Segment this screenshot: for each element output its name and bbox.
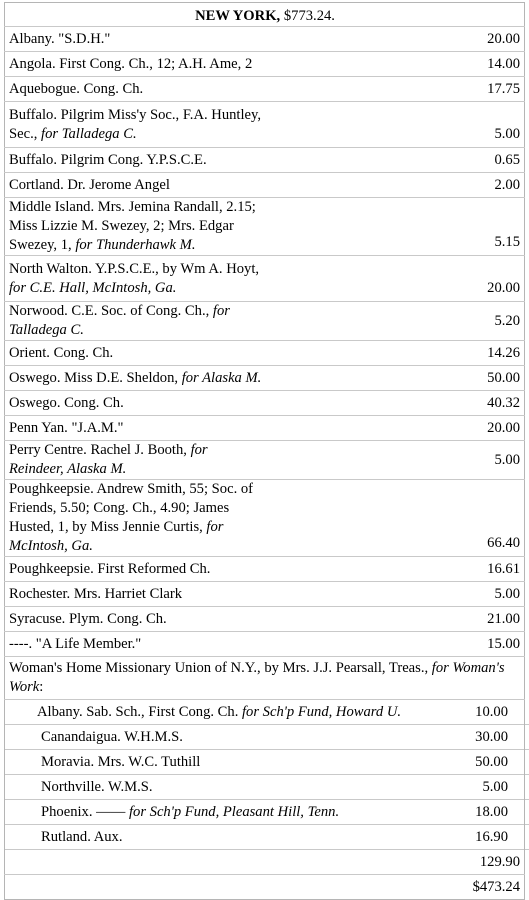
entry-text: Albany. "S.D.H." (9, 30, 111, 47)
union-items-table (5, 700, 529, 850)
entry-text: ----. "A Life Member." (9, 635, 142, 652)
table-row (5, 148, 525, 173)
entry-purpose: for Alaska M. (181, 369, 262, 386)
union-item-text: Albany. Sab. Sch., First Cong. Ch. (37, 703, 242, 720)
entry-purpose: for Talladega C. (9, 303, 230, 338)
table-row (5, 607, 525, 632)
union-item-amount: 50.00 (448, 750, 512, 775)
entry-amount: 40.32 (265, 391, 525, 416)
entry-text: Middle Island. Mrs. Jemina Randall, 2.15; Miss Lizzie M. Swezey, 2; Mrs. Edgar Swezey, 1, (9, 199, 256, 253)
union-item-description (5, 775, 448, 800)
entry-text: Orient. Cong. Ch. (9, 344, 114, 361)
entry-amount: 2.00 (265, 173, 525, 198)
union-item-description (5, 800, 448, 825)
entry-description (5, 27, 265, 52)
table-row (5, 256, 525, 302)
union-item-spacer (512, 700, 529, 725)
union-item-text: Northville. W.M.S. (41, 778, 153, 795)
union-item-description (5, 700, 448, 725)
union-item-purpose: for Sch'p Fund, Pleasant Hill, Tenn. (128, 803, 340, 820)
union-item-amount: 16.90 (448, 825, 512, 850)
entry-description (5, 416, 265, 441)
entry-description (5, 77, 265, 102)
entry-description (5, 302, 265, 341)
table-row (5, 77, 525, 102)
state-heading (5, 3, 525, 27)
union-item-text: Canandaigua. W.H.M.S. (41, 728, 183, 745)
entry-description (5, 256, 265, 302)
table-row (5, 341, 525, 366)
union-colon: : (39, 679, 44, 695)
union-items-list (5, 700, 529, 850)
union-item-description (5, 750, 448, 775)
entry-text: Cortland. Dr. Jerome Angel (9, 176, 170, 193)
entry-amount: 5.00 (265, 441, 525, 480)
entry-text: Angola. First Cong. Ch., 12; A.H. Ame, 2 (9, 55, 253, 72)
union-item-row (5, 750, 529, 775)
entry-amount: 14.26 (265, 341, 525, 366)
entry-description (5, 366, 265, 391)
entry-text: Aquebogue. Cong. Ch. (9, 80, 144, 97)
entry-amount: 17.75 (265, 77, 525, 102)
contributions-table (4, 2, 525, 900)
entry-amount: 50.00 (265, 366, 525, 391)
union-item-spacer (512, 725, 529, 750)
entry-amount: 14.00 (265, 52, 525, 77)
entry-text: North Walton. Y.P.S.C.E., by Wm A. Hoyt, (9, 260, 260, 277)
entry-text: Norwood. C.E. Soc. of Cong. Ch., (9, 303, 213, 319)
entry-text: Oswego. Cong. Ch. (9, 394, 124, 411)
table-row (5, 441, 525, 480)
table-row (5, 302, 525, 341)
union-item-amount: 5.00 (448, 775, 512, 800)
entry-description (5, 341, 265, 366)
entry-text: Syracuse. Plym. Cong. Ch. (9, 610, 167, 627)
entry-amount: 15.00 (265, 632, 525, 657)
entry-amount: 5.00 (265, 582, 525, 607)
union-item-description (5, 825, 448, 850)
grand-total: $473.24 (472, 878, 520, 895)
entry-description (5, 582, 265, 607)
entry-amount: 21.00 (265, 607, 525, 632)
union-purpose: for Woman's Work (9, 660, 505, 695)
entry-text: Rochester. Mrs. Harriet Clark (9, 585, 183, 602)
entry-description (5, 480, 265, 557)
entry-amount: 20.00 (265, 256, 525, 302)
entry-description (5, 607, 265, 632)
entries-list (5, 27, 525, 657)
entry-text: Poughkeepsie. First Reformed Ch. (9, 560, 211, 577)
entry-purpose: for Thunderhawk M. (75, 237, 196, 253)
entry-amount: 20.00 (265, 416, 525, 441)
union-item-row (5, 700, 529, 725)
table-row (5, 102, 525, 148)
entry-purpose: for Reindeer, Alaska M. (9, 442, 208, 477)
table-row (5, 52, 525, 77)
entry-text: Buffalo. Pilgrim Cong. Y.P.S.C.E. (9, 151, 207, 168)
entry-amount: 5.00 (265, 102, 525, 148)
table-row (5, 198, 525, 256)
union-item-description (5, 725, 448, 750)
entry-amount: 5.15 (265, 198, 525, 256)
table-row (5, 480, 525, 557)
entry-amount: 20.00 (265, 27, 525, 52)
table-row (5, 173, 525, 198)
entry-text: Poughkeepsie. Andrew Smith, 55; Soc. of Friends, 5.50; Cong. Ch., 4.90; James Husted, 1, by Miss Jennie Curtis, (9, 481, 254, 535)
union-item-row (5, 800, 529, 825)
entry-text: Buffalo. Pilgrim Miss'y Soc., F.A. Huntley, Sec., (9, 106, 261, 142)
entry-amount: 16.61 (265, 557, 525, 582)
entry-amount: 66.40 (265, 480, 525, 557)
union-item-text: Moravia. Mrs. W.C. Tuthill (41, 753, 201, 770)
subtotal-spacer (5, 850, 265, 875)
union-item-spacer (512, 775, 529, 800)
entry-text: Penn Yan. "J.A.M." (9, 419, 124, 436)
entry-description (5, 441, 265, 480)
table-row (5, 632, 525, 657)
entry-amount: 5.20 (265, 302, 525, 341)
entry-description (5, 391, 265, 416)
contributions-sheet (4, 2, 525, 900)
table-row (5, 416, 525, 441)
union-item-spacer (512, 750, 529, 775)
union-item-text: Rutland. Aux. (41, 828, 123, 845)
union-item-row (5, 775, 529, 800)
entry-description (5, 632, 265, 657)
total-spacer (5, 875, 265, 900)
union-item-spacer (512, 825, 529, 850)
entry-description (5, 102, 265, 148)
table-row (5, 582, 525, 607)
entry-description (5, 148, 265, 173)
entry-amount: 0.65 (265, 148, 525, 173)
table-row (5, 391, 525, 416)
union-items-cell (5, 700, 525, 851)
union-item-text: Phoenix. —— (41, 803, 129, 820)
union-subtotal: 129.90 (265, 850, 525, 875)
entry-purpose: for McIntosh, Ga. (9, 519, 224, 554)
union-item-amount: 10.00 (448, 700, 512, 725)
entry-purpose: for C.E. Hall, McIntosh, Ga. (9, 279, 177, 296)
table-row (5, 27, 525, 52)
union-item-amount: 18.00 (448, 800, 512, 825)
entry-description (5, 52, 265, 77)
union-desc: Woman's Home Missionary Union of N.Y., by Mrs. J.J. Pearsall, Treas., (9, 660, 432, 676)
entry-purpose: for Talladega C. (41, 125, 137, 142)
state-name: NEW YORK, (195, 8, 281, 24)
entry-text: Perry Centre. Rachel J. Booth, (9, 442, 191, 458)
union-item-row (5, 825, 529, 850)
union-item-spacer (512, 800, 529, 825)
union-header (5, 657, 525, 700)
union-item-row (5, 725, 529, 750)
union-item-amount: 30.00 (448, 725, 512, 750)
entry-description (5, 198, 265, 256)
entry-description (5, 557, 265, 582)
entry-description (5, 173, 265, 198)
state-total: $773.24. (283, 8, 335, 24)
table-row (5, 366, 525, 391)
entry-text: Oswego. Miss D.E. Sheldon, (9, 369, 182, 386)
union-item-purpose: for Sch'p Fund, Howard U. (242, 703, 402, 720)
table-row (5, 557, 525, 582)
